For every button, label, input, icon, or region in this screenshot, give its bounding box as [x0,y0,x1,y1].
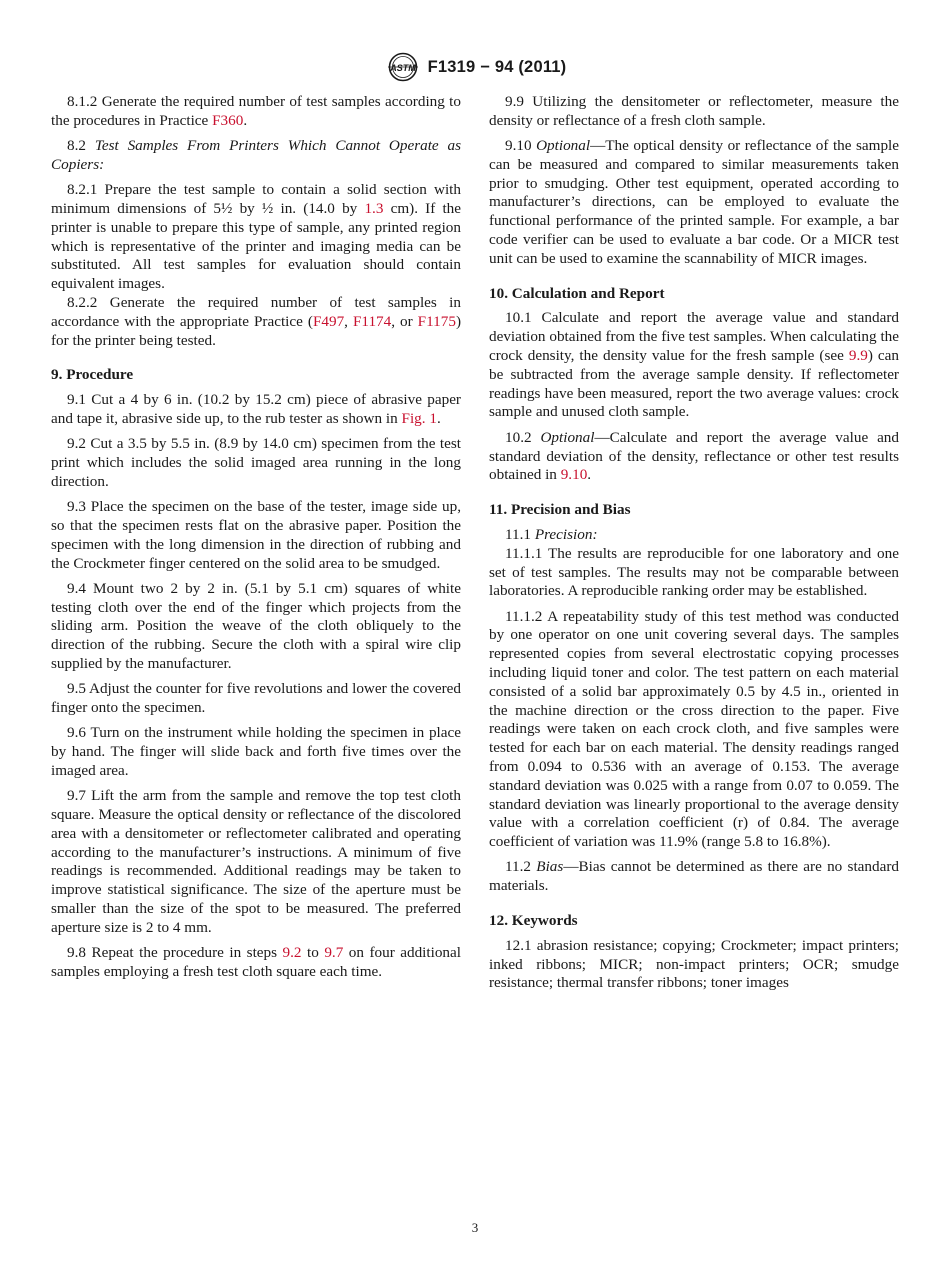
section-9-2: 9.2 Cut a 3.5 by 5.5 in. (8.9 by 14.0 cm) specimen from the test print which includes the solid imaged area running in the long direction. [51,435,461,490]
link-9-7[interactable]: 9.7 [324,944,344,962]
section-9-4: 9.4 Mount two 2 by 2 in. (5.1 by 5.1 cm) squares of white testing cloth over the end of the finger which projects from the sliding arm. Position the weave of the cloth obliquely to the direction of the rubbing. Secure the cloth with a spiral wire clip supplied by the manufacturer. [51,579,461,673]
heading-precision-bias: 11. Precision and Bias [489,501,631,519]
section-9-7: 9.7 Lift the arm from the sample and remove the top test cloth square. Measure the optical density or reflectance of the discolored area with a densitometer or reflectometer calibrated and operating according to the manufacturer’s instructions. A minimum of five readings is recommended. Additional readings may be taken to improve statistical significance. The size of the aperture must be smaller than the size of the spot to be measured. The preferred aperture size is 2 to 4 mm. [51,787,461,936]
section-11-2: 11.2 Bias—Bias cannot be determined as there are no standard materials. [489,858,899,895]
page-number: 3 [471,1220,479,1235]
section-10-2: 10.2 Optional—Calculate and report the average value and standard deviation of the density, reflectance or other test results obtained in 9.10. [489,428,899,484]
link-1-3[interactable]: 1.3 [364,199,384,217]
section-8-2-2: 8.2.2 Generate the required number of test samples in accordance with the appropriate Practice (F497, F1174, or F1175) for the printer being tested. [51,293,461,349]
document-designation: F1319 − 94 (2011) [427,57,567,76]
left-column [51,93,461,988]
astm-logo [384,52,422,82]
section-9-1: 9.1 Cut a 4 by 6 in. (10.2 by 15.2 cm) piece of abrasive paper and tape it, abrasive side up, to the rub tester as shown in Fig. 1. [51,391,461,427]
astm-logo-text: ASTM [389,63,416,73]
section-9-5: 9.5 Adjust the counter for five revolutions and lower the covered finger onto the specimen. [51,680,461,717]
link-9-2[interactable]: 9.2 [282,944,302,962]
link-f360[interactable]: F360 [212,111,244,129]
link-f497[interactable]: F497 [312,312,345,330]
link-9-9[interactable]: 9.9 [848,347,868,365]
heading-calculation-report: 10. Calculation and Report [489,284,665,302]
section-8-2-1: 8.2.1 Prepare the test sample to contain a solid section with minimum dimensions of 5½ by ½ in. (14.0 by 1.3 cm). If the printer is unable to prepare this type of sample, any printed region which is representative of the printer and imaging media can be substituted. All test samples for evaluation should contain equivalent images. [51,181,462,293]
section-8-1-2: 8.1.2 Generate the required number of test samples according to the procedures in Practice F360. [51,93,461,129]
right-column [489,93,899,1000]
section-11-1-2: 11.1.2 A repeatability study of this test method was conducted by one operator on one unit covering several days. The samples represented copies from several electrostatic copying processes including liquid toner and color. The test pattern on each material consisted of a solid bar approximately 0.5 by 4.5 in., oriented in the machine direction or the cross direction to the paper. Five readings were taken on each crock cloth, and five samples were tested for each bar on each material. The density readings ranged from 0.094 to 0.536 with an average of 0.153. The average standard deviation was 0.025 with a range from 0.07 to 0.059. The standard deviation was linearly proportional to the average density value with a correlation coefficient (r) of 0.84. The average coefficient of variation was 11.9% (range 5.8 to 16.8%). [489,607,899,851]
heading-keywords: 12. Keywords [489,912,578,930]
link-f1174[interactable]: F1174 [352,312,392,330]
section-9-9: 9.9 Utilizing the densitometer or reflectometer, measure the density or reflectance of a fresh cloth sample. [489,93,899,129]
section-11-1-1: 11.1.1 The results are reproducible for one laboratory and one set of test samples. The results may not be comparable between laboratories. A reproducible ranking order may be established. [489,544,899,600]
link-fig-1[interactable]: Fig. 1 [401,409,437,427]
section-8-2: 8.2 Test Samples From Printers Which Cannot Operate as Copiers: [51,137,461,173]
heading-procedure: 9. Procedure [51,366,134,384]
section-9-8: 9.8 Repeat the procedure in steps 9.2 to 9.7 on four additional samples employing a fresh test cloth square each time. [51,944,461,980]
section-9-6: 9.6 Turn on the instrument while holding the specimen in place by hand. The finger will slide back and forth five times over the imaged area. [51,724,461,779]
section-9-10: 9.10 Optional—The optical density or reflectance of the sample can be measured and compared to similar measurements taken prior to smudging. Other test equipment, operated according to manufacturer’s directions, can be employed to evaluate the functional performance of the printed sample. For example, a bar code verifier can be used to evaluate a bar code. Or a MICR test unit can be used to examine the scannability of MICR images. [489,137,900,267]
section-9-3: 9.3 Place the specimen on the base of the tester, image side up, so that the specimen rests flat on the abrasive paper. Position the specimen with the long dimension in the direction of rubbing and the Crockmeter finger centered on the solid area to be smudged. [51,498,461,572]
section-11-1: 11.1 Precision: [505,525,598,543]
link-9-10[interactable]: 9.10 [560,466,588,484]
link-f1175[interactable]: F1175 [417,312,456,330]
section-10-1: 10.1 Calculate and report the average value and standard deviation obtained from the five test samples. When calculating the crock density, the density value for the fresh sample (see 9.9) can be subtracted from the average sample density. If reflectometer readings have been measured, report the two average values: crock sample and unused cloth sample. [489,309,899,421]
page-header [0,50,950,84]
section-12-1: 12.1 abrasion resistance; copying; Crockmeter; impact printers; inked ribbons; MICR; non-impact printers; OCR; smudge resistance; thermal transfer ribbons; toner images [489,936,899,992]
